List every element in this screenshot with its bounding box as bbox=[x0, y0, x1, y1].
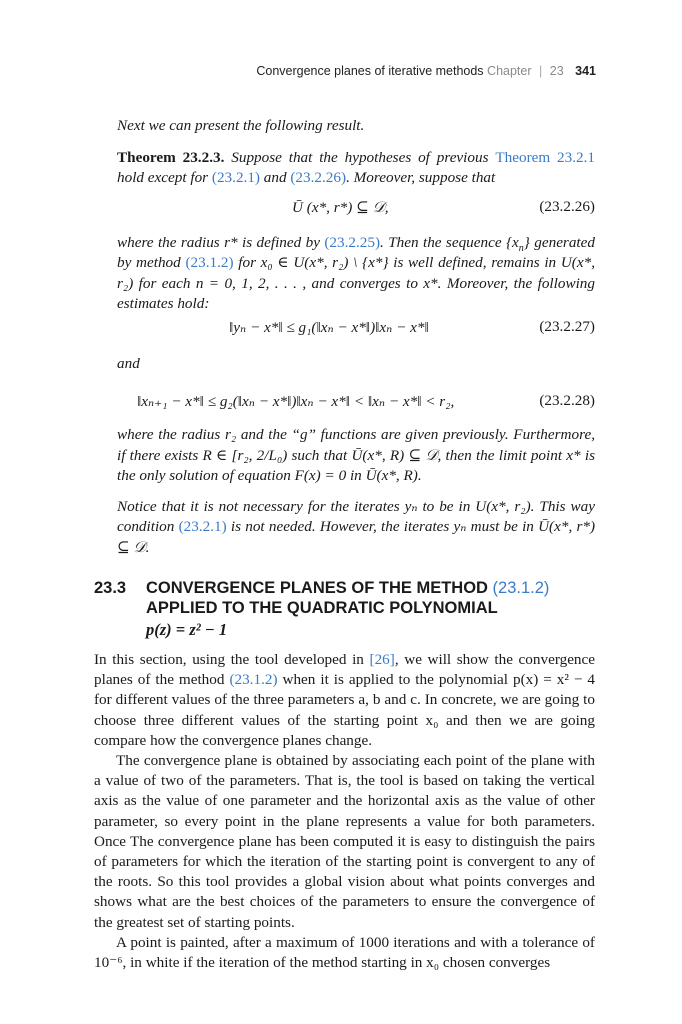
connector-word: and bbox=[117, 355, 140, 372]
theorem-text-2: hold except for bbox=[117, 169, 209, 187]
paragraph-text: } generated by method bbox=[117, 234, 595, 272]
paragraph-notice bbox=[117, 497, 595, 558]
paragraph-radius: where the radius r* is defined by (23.2.25). Then the sequence $\{x_n\}$ generated by method (23.1.2) for x₀ ∈ U(x*, r₂) \ {x*} is well defined, remains in U(x*, r₂) for each n = 0, 1, 2, . . . , and converges to x*. Moreover, the following estimates hold: bbox=[117, 234, 596, 313]
paragraph-text: In this section, using the tool developed in bbox=[94, 651, 364, 668]
theorem-text-1: Suppose that the hypotheses of previous bbox=[231, 149, 489, 166]
intro-sentence: Next we can present the following result. bbox=[117, 117, 365, 134]
theorem-text-4: . Moreover, suppose that bbox=[346, 169, 496, 187]
equation-ref-link[interactable]: (23.2.1) bbox=[178, 518, 227, 536]
theorem-statement bbox=[117, 148, 595, 189]
section-title-line-1: CONVERGENCE PLANES OF THE METHOD bbox=[146, 579, 488, 597]
equation-number: (23.2.28) bbox=[539, 392, 595, 409]
running-head bbox=[0, 64, 596, 78]
section-polynomial: p(z) = z² − 1 bbox=[146, 620, 228, 639]
body-paragraph-1 bbox=[94, 650, 595, 751]
theorem-ref-link[interactable]: Theorem 23.2.1 bbox=[495, 149, 595, 166]
section-title-line-2: APPLIED TO THE QUADRATIC POLYNOMIAL bbox=[146, 599, 498, 617]
running-head-separator: | bbox=[539, 64, 543, 78]
theorem-text-3: and bbox=[263, 169, 287, 187]
page-number: 341 bbox=[575, 64, 596, 78]
theorem-label: Theorem 23.2.3. bbox=[117, 149, 225, 166]
paragraph-where: where the radius r₂ and the “g” functions are given previously. Furthermore, if there exists R ∈ [r₂, 2/L₀) such that Ū(x*, R) ⊆ 𝒟, then the limit point x* is the only solution of equation F(x) = 0 in Ū(x*, R). bbox=[117, 426, 595, 485]
paragraph-text: . Then the sequence {x bbox=[380, 234, 519, 251]
equation-23-2-26 bbox=[117, 198, 595, 220]
running-head-chapter-number: 23 bbox=[549, 64, 564, 78]
section-title bbox=[146, 578, 606, 640]
equation-ref-link[interactable]: (23.1.2) bbox=[229, 671, 278, 689]
equation-expression: ‖yₙ − x*‖ ≤ g₁(‖xₙ − x*‖)‖xₙ − x*‖ bbox=[229, 319, 429, 336]
equation-ref-link[interactable]: (23.2.25) bbox=[324, 234, 381, 251]
section-body bbox=[94, 650, 595, 973]
equation-ref-link[interactable]: (23.2.1) bbox=[211, 169, 260, 187]
paragraph-text: , we will show the convergence planes of the method bbox=[94, 651, 596, 689]
equation-expression: ‖xₙ₊₁ − x*‖ ≤ g₂(‖xₙ − x*‖)‖xₙ − x*‖ < ‖xₙ − x*‖ < r₂, bbox=[137, 393, 455, 410]
paragraph-text: where the radius r* is defined by bbox=[117, 234, 320, 251]
section-heading bbox=[94, 578, 594, 648]
equation-number: (23.2.26) bbox=[539, 198, 595, 215]
paragraph-text: is not needed. However, the iterates yₙ must be in Ū(x*, r*) ⊆ 𝒟. bbox=[117, 518, 596, 556]
equation-expression: Ū (x*, r*) ⊆ 𝒟, bbox=[292, 199, 389, 216]
paragraph-text: Notice that it is not necessary for the iterates yₙ to be in U(x*, r₂). This way condition bbox=[117, 498, 595, 536]
body-paragraph-3: A point is painted, after a maximum of 1000 iterations and with a tolerance of 10⁻⁶, in white if the iteration of the method starting in x₀ chosen converges bbox=[94, 933, 595, 972]
equation-23-2-28 bbox=[117, 392, 595, 414]
paragraph-text: for x₀ ∈ U(x*, r₂) \ {x*} is well defined, remains in U(x*, r₂) for each n = 0, 1, 2, . . . , and converges to x*. Moreover, the following estimates hold: bbox=[117, 254, 596, 313]
running-head-title: Convergence planes of iterative methods bbox=[256, 64, 484, 78]
equation-ref-link[interactable]: (23.1.2) bbox=[185, 254, 234, 272]
body-paragraph-2: The convergence plane is obtained by associating each point of the plane with a value of two of the parameters. That is, the tool is based on taking the vertical axis as the value of one parameter and the horizontal axis as the value of other parameter, so every point in the plane represents a value for both parameters. Once The convergence plane has been computed it is easy to distinguish the pairs of parameters for which the iteration of the starting point is convergent to any of the roots. So this tool provides a global vision about what points converges and shows what are the best choices of the parameters to ensure the convergence of the greatest set of starting points. bbox=[94, 752, 595, 931]
section-number: 23.3 bbox=[94, 579, 127, 597]
equation-number: (23.2.27) bbox=[539, 318, 595, 335]
paragraph-text: when it is applied to the polynomial p(x) = x² − 4 for different values of the three parameters a, b and c. In concrete, we are going to choose three different values of the starting point x₀ and then we are going compare how the convergence planes change. bbox=[94, 671, 596, 749]
equation-23-2-27 bbox=[117, 318, 595, 340]
equation-ref-link[interactable]: (23.2.26) bbox=[290, 169, 347, 187]
equation-ref-link[interactable]: (23.1.2) bbox=[492, 579, 550, 597]
running-head-chapter-label: Chapter bbox=[487, 64, 532, 78]
citation-link[interactable]: [26] bbox=[369, 651, 395, 668]
